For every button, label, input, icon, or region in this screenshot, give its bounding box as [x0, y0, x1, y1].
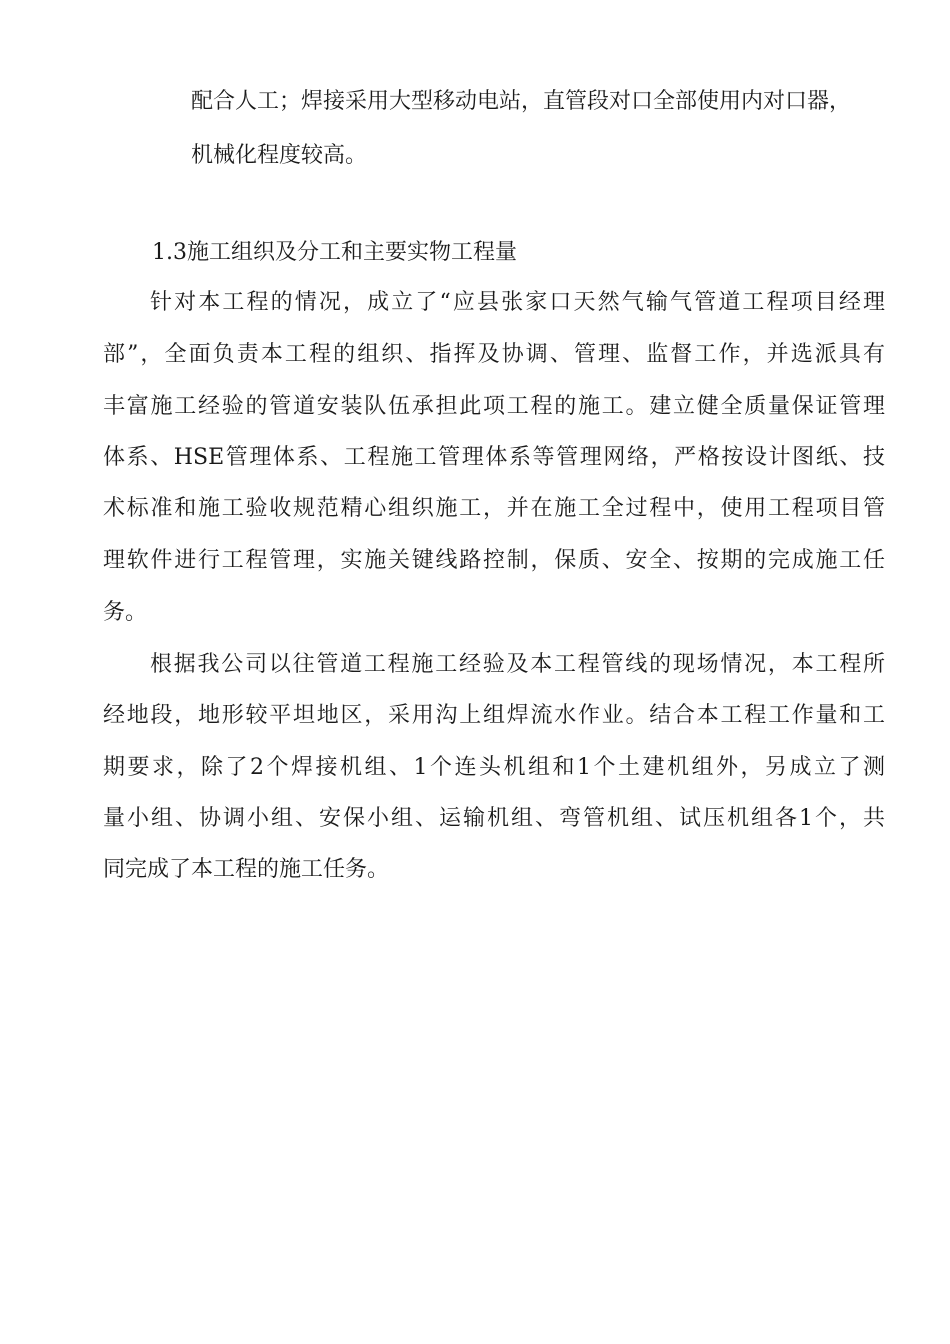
paragraph1-line-2: 部”，全面负责本工程的组织、指挥及协调、管理、监督工作，并选派具有 — [103, 342, 885, 367]
paragraph2-line-4: 量小组、协调小组、安保小组、运输机组、弯管机组、试压机组各1个，共 — [103, 806, 885, 831]
section-heading: 1.3施工组织及分工和主要实物工程量 — [152, 240, 517, 265]
paragraph1-line-6: 理软件进行工程管理，实施关键线路控制，保质、安全、按期的完成施工任 — [103, 548, 885, 573]
paragraph1-line-1: 针对本工程的情况，成立了“应县张家口天然气输气管道工程项目经理 — [150, 290, 885, 315]
paragraph2-line-5: 同完成了本工程的施工任务。 — [103, 857, 390, 882]
paragraph2-line-1: 根据我公司以往管道工程施工经验及本工程管线的现场情况，本工程所 — [150, 652, 885, 677]
paragraph1-line-4: 体系、HSE管理体系、工程施工管理体系等管理网络，严格按设计图纸、技 — [103, 445, 885, 470]
paragraph1-line-5: 术标准和施工验收规范精心组织施工，并在施工全过程中，使用工程项目管 — [103, 496, 885, 521]
continuation-line-1: 配合人工；焊接采用大型移动电站，直管段对口全部使用内对口器， — [191, 89, 852, 114]
paragraph2-line-3: 期要求，除了2个焊接机组、1个连头机组和1个土建机组外，另成立了测 — [103, 755, 885, 780]
continuation-line-2: 机械化程度较高。 — [191, 143, 368, 168]
paragraph1-line-3: 丰富施工经验的管道安装队伍承担此项工程的施工。建立健全质量保证管理 — [103, 394, 885, 419]
paragraph1-line-7: 务。 — [103, 600, 148, 625]
paragraph2-line-2: 经地段，地形较平坦地区，采用沟上组焊流水作业。结合本工程工作量和工 — [103, 703, 885, 728]
